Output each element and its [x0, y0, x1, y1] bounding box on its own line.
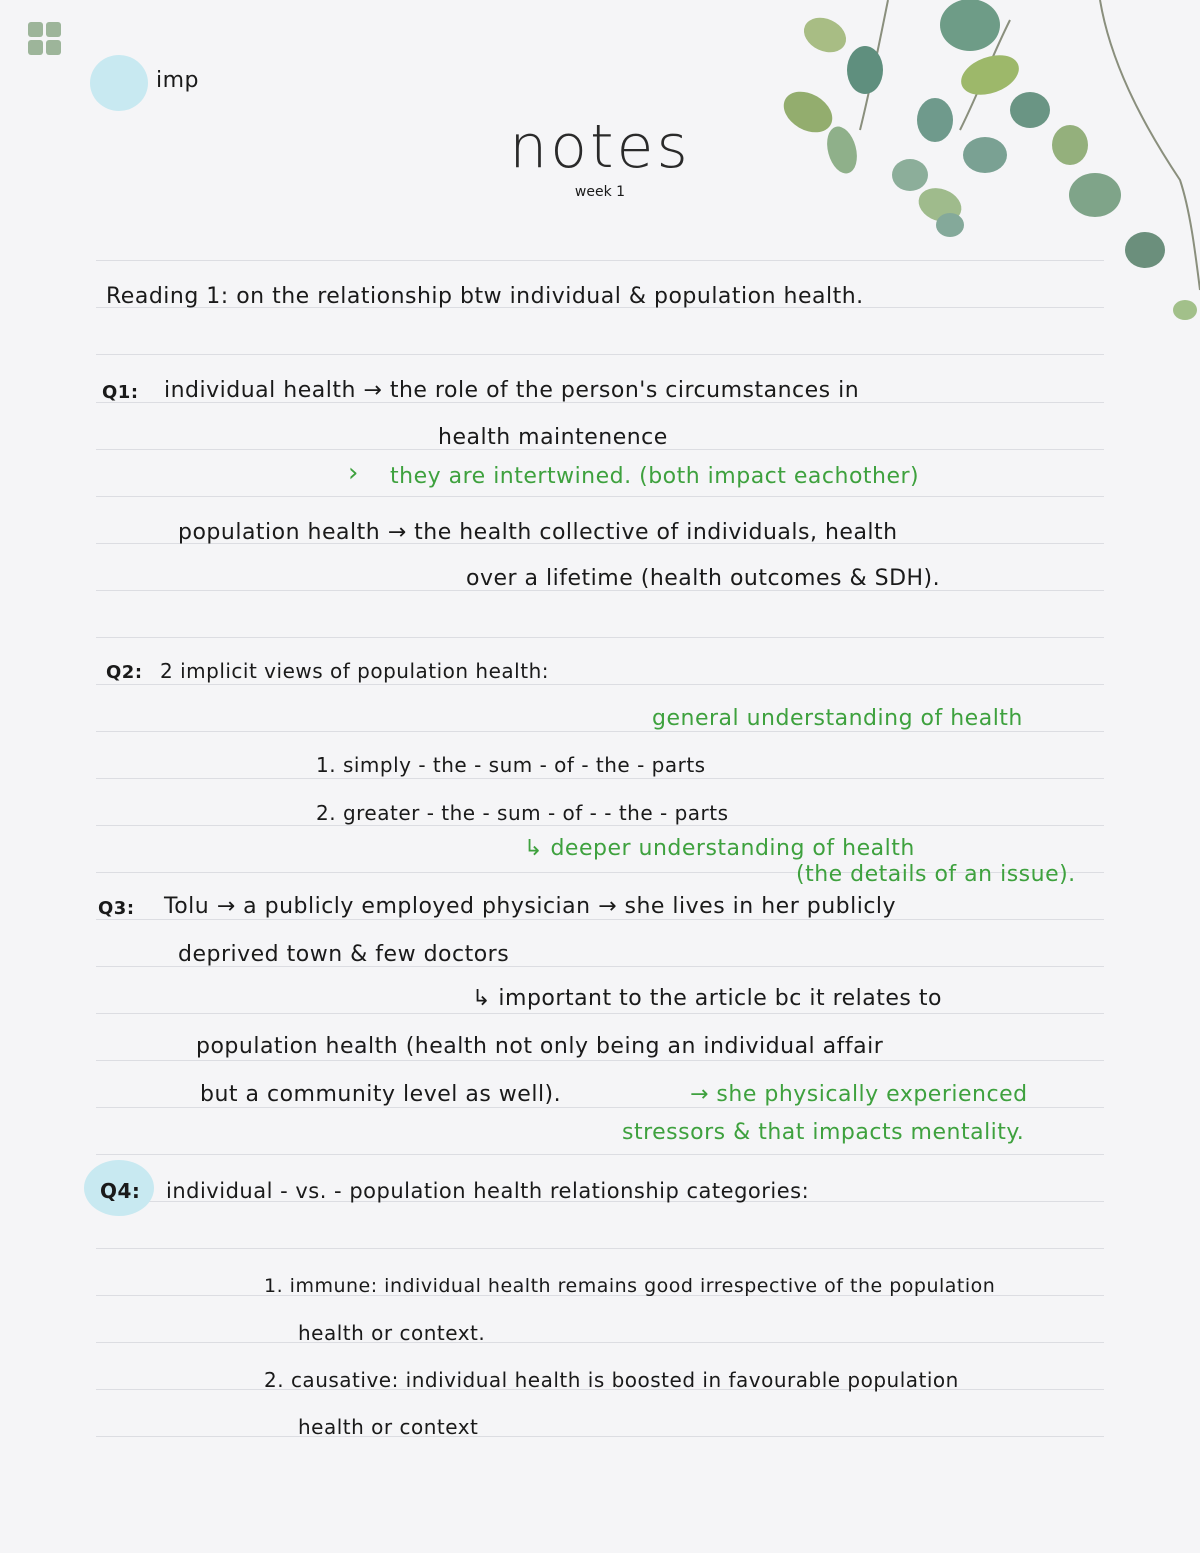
- q2-item1: 1. simply - the - sum - of - the - parts: [316, 753, 706, 777]
- q1-line1: individual health → the role of the person's circumstances in: [164, 378, 860, 403]
- imp-label: imp: [156, 68, 200, 93]
- q3-green2: stressors & that impacts mentality.: [622, 1120, 1025, 1145]
- q4-item2-line2: health or context: [298, 1415, 479, 1439]
- q1-line2: health maintenence: [438, 425, 668, 450]
- q4-item2-line1: 2. causative: individual health is boosted in favourable population: [264, 1368, 959, 1392]
- q2-green-details: (the details of an issue).: [796, 862, 1076, 887]
- q4-label: Q4:: [100, 1179, 141, 1203]
- q3-line5: but a community level as well).: [200, 1082, 562, 1107]
- q2-green-general: general understanding of health: [652, 706, 1023, 731]
- q3-line4: population health (health not only being an individual affair: [196, 1034, 884, 1059]
- q3-line3: ↳ important to the article bc it relates to: [472, 986, 942, 1011]
- q3-line2: deprived town & few doctors: [178, 942, 510, 967]
- q1-green-note: ›: [348, 458, 359, 488]
- reading-line: Reading 1: on the relationship btw individual & population health.: [106, 284, 864, 309]
- q2-label: Q2:: [106, 662, 143, 683]
- q4-item1-line1: 1. immune: individual health remains good irrespective of the population: [264, 1275, 996, 1297]
- eucalyptus-leaves: [780, 0, 1200, 330]
- q3-line1: Tolu → a publicly employed physician → she lives in her publicly: [164, 894, 897, 919]
- q2-green-deeper-text: deeper understanding of health: [550, 836, 915, 861]
- q2-item2: 2. greater - the - sum - of - - the - parts: [316, 801, 729, 825]
- page-subtitle: week 1: [574, 184, 626, 200]
- q2-green-deeper: ↳ deeper understanding of health: [524, 836, 915, 861]
- q4-heading: individual - vs. - population health relationship categories:: [166, 1179, 810, 1203]
- q1-line3: population health → the health collective of individuals, health: [178, 520, 898, 545]
- q3-label: Q3:: [98, 898, 135, 919]
- highlight-blob: [90, 55, 148, 111]
- q3-green1: → she physically experienced: [690, 1082, 1028, 1107]
- grid-icon[interactable]: [28, 22, 62, 56]
- q4-item1-line2: health or context.: [298, 1321, 486, 1345]
- q2-heading: 2 implicit views of population health:: [160, 659, 549, 683]
- q1-label: Q1:: [102, 382, 139, 403]
- page-title: notes: [509, 112, 691, 182]
- q1-line4: over a lifetime (health outcomes & SDH).: [466, 566, 941, 591]
- q1-green-text: they are intertwined. (both impact eachother): [390, 464, 920, 489]
